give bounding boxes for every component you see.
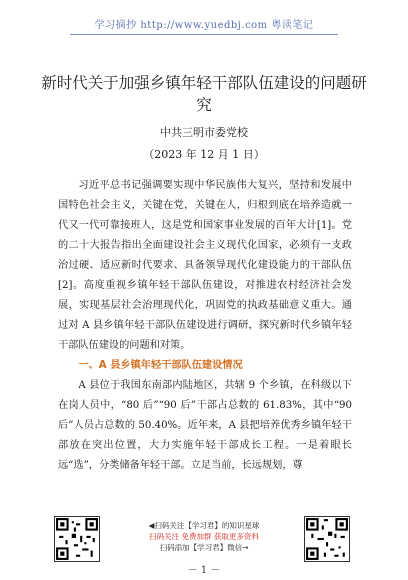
document-date: （2023 年 12 月 1 日） <box>143 148 265 161</box>
section-paragraph: A 县位于我国东南部内陆地区，共辖 9 个乡镇，在科级以下在岗人员中，“80 后”“90 后”干部占总数的 61.83%，其中“90 后”人员占总数的 50.40%。近年来，A 县把培养优秀乡镇年轻干部放在突出位置，大力实施年轻干部成长工程。一是着眼长远“选”，分类储备年轻干部。立足当前，长远规划，尊 <box>58 380 352 471</box>
qr-code-icon <box>305 517 349 561</box>
section-heading: 一、A 县乡镇年轻干部队伍建设情况 <box>78 360 243 371</box>
page-number: － 1 － <box>187 565 221 576</box>
document-title: 新时代关于加强乡镇年轻干部队伍建设的问题研究 <box>41 74 367 114</box>
site-header: 学习摘抄 http://www.yuedbj.com 粤读笔记 <box>94 20 314 31</box>
promo-line-1: ◀扫码关注【学习君】的知识星球 <box>148 521 260 530</box>
promo-line-3: 扫码添加【学习君】微信→ <box>159 543 249 552</box>
qr-code-icon <box>55 517 99 561</box>
intro-paragraph: 习近平总书记强调要实现中华民族伟大复兴，坚持和发展中国特色社会主义，关键在党，关键在人，归根到底在培养造就一代又一代可靠接班人，这是党和国家事业发展的百年大计[1]。党的二十大报告指出全面建设社会主义现代化国家，必须有一支政治过硬、适应新时代要求、具备领导现代化建设能力的干部队伍[2]。高度重视乡镇年轻干部队伍建设，对推进农村经济社会发展，实现基层社会治理现代化，巩固党的执政基础意义重大。通过对 A 县乡镇年轻干部队伍建设进行调研，探究新时代乡镇年轻干部队伍建设的问题和对策。 <box>58 180 352 351</box>
document-author: 中共三明市委党校 <box>160 126 248 139</box>
document-body <box>58 176 352 476</box>
qr-code-wechat[interactable] <box>304 516 350 562</box>
promo-text <box>112 520 296 553</box>
promo-line-2: 扫码关注 免费加群 获取更多资料 <box>149 532 259 541</box>
header-divider <box>70 34 338 35</box>
qr-code-knowledge-planet[interactable] <box>54 516 100 562</box>
